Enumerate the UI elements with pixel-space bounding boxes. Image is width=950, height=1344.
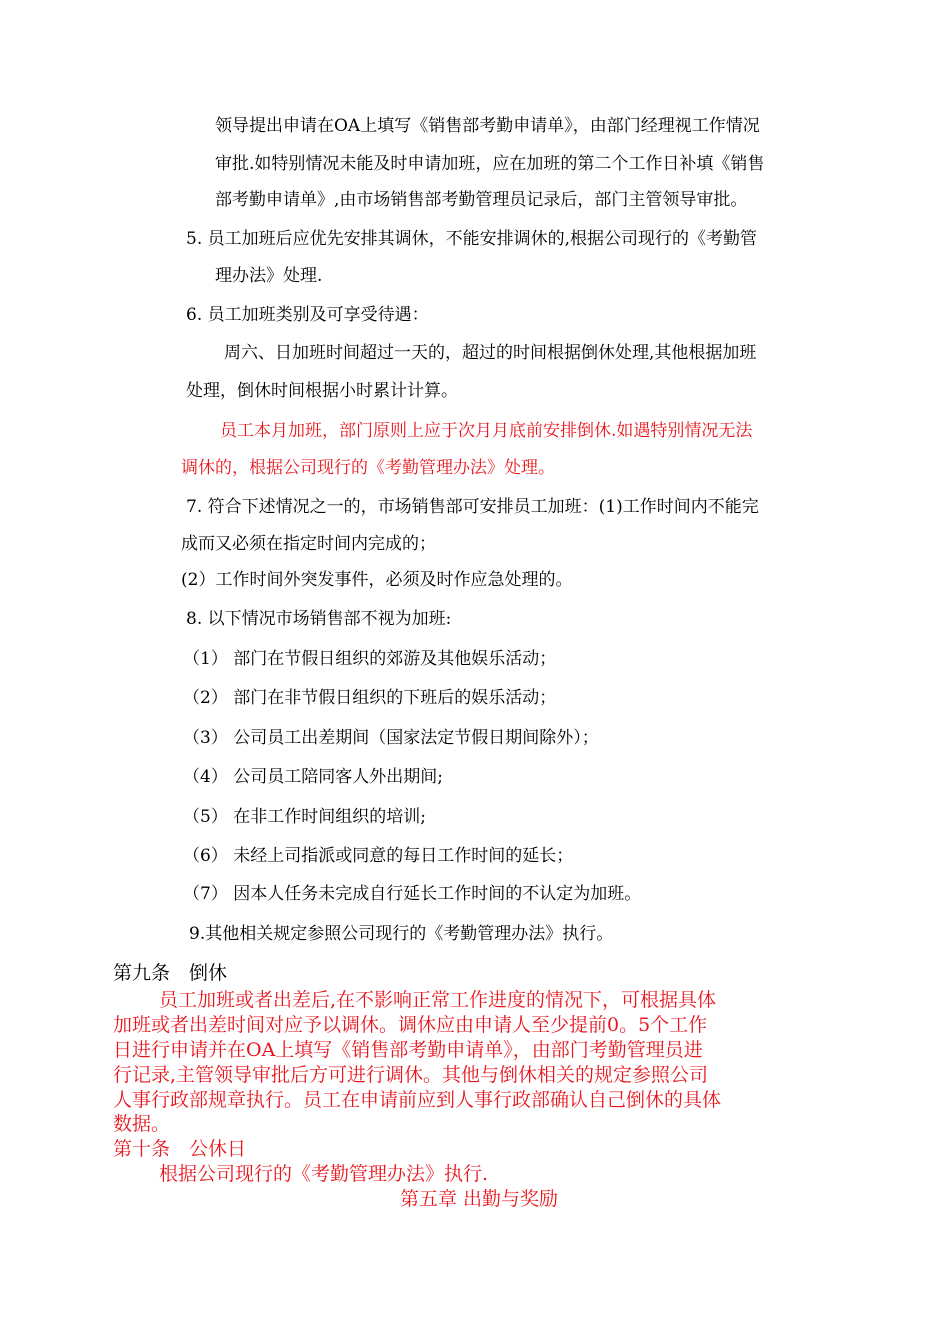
sub-item: （6） 未经上司指派或同意的每日工作时间的延长； (183, 846, 574, 866)
highlight-line: 调休的，根据公司现行的《考勤管理办法》处理。 (181, 458, 555, 478)
chapter-title: 第五章 出勤与奖励 (400, 1188, 559, 1210)
paragraph-line: 理办法》处理. (215, 266, 323, 286)
list-item-8: 8. 以下情况市场销售部不视为加班: (186, 609, 452, 629)
article-body-line: 行记录,主管领导审批后方可进行调休。其他与倒休相关的规定参照公司 (113, 1064, 709, 1086)
paragraph-line: 处理，倒休时间根据小时累计计算。 (186, 381, 458, 401)
article-body-line: 数据。 (113, 1113, 171, 1135)
article-body-line: 日进行申请并在OA上填写《销售部考勤申请单》，由部门考勤管理员进 (113, 1039, 703, 1061)
sub-item: （1） 部门在节假日组织的郊游及其他娱乐活动； (183, 649, 557, 669)
article-body-line: 根据公司现行的《考勤管理办法》执行. (159, 1163, 489, 1185)
paragraph-line: 领导提出申请在OA上填写《销售部考勤申请单》，由部门经理视工作情况 (215, 116, 760, 136)
sub-item: （3） 公司员工出差期间（国家法定节假日期间除外）； (183, 728, 599, 748)
list-item-6: 6. 员工加班类别及可享受待遇： (186, 305, 429, 325)
sub-item: （7） 因本人任务未完成自行延长工作时间的不认定为加班。 (183, 884, 642, 904)
list-item-7: 7. 符合下述情况之一的，市场销售部可安排员工加班：(1)工作时间内不能完 (186, 497, 759, 517)
list-item-9: 9.其他相关规定参照公司现行的《考勤管理办法》执行。 (189, 924, 614, 944)
article-heading: 第十条 公休日 (113, 1138, 247, 1160)
paragraph-line: (2）工作时间外突发事件，必须及时作应急处理的。 (181, 570, 573, 590)
sub-item: （4） 公司员工陪同客人外出期间; (183, 767, 443, 787)
sub-item: （5） 在非工作时间组织的培训; (183, 807, 426, 827)
article-body-line: 加班或者出差时间对应予以调休。调休应由申请人至少提前0。5个工作 (113, 1014, 708, 1036)
list-item-5: 5. 员工加班后应优先安排其调休，不能安排调休的,根据公司现行的《考勤管 (186, 229, 758, 249)
paragraph-line: 审批.如特别情况未能及时申请加班，应在加班的第二个工作日补填《销售 (215, 154, 765, 174)
article-body-line: 人事行政部规章执行。员工在申请前应到人事行政部确认自己倒休的具体 (113, 1089, 722, 1111)
article-heading: 第九条 倒休 (113, 962, 228, 984)
paragraph-line: 成而又必须在指定时间内完成的； (181, 534, 436, 554)
sub-item: （2） 部门在非节假日组织的下班后的娱乐活动； (183, 688, 557, 708)
article-body-line: 员工加班或者出差后,在不影响正常工作进度的情况下，可根据具体 (159, 989, 717, 1011)
paragraph-line: 部考勤申请单》,由市场销售部考勤管理员记录后，部门主管领导审批。 (215, 190, 748, 210)
paragraph-line: 周六、日加班时间超过一天的，超过的时间根据倒休处理,其他根据加班 (224, 343, 757, 363)
highlight-line: 员工本月加班，部门原则上应于次月月底前安排倒休.如遇特别情况无法 (220, 421, 753, 441)
